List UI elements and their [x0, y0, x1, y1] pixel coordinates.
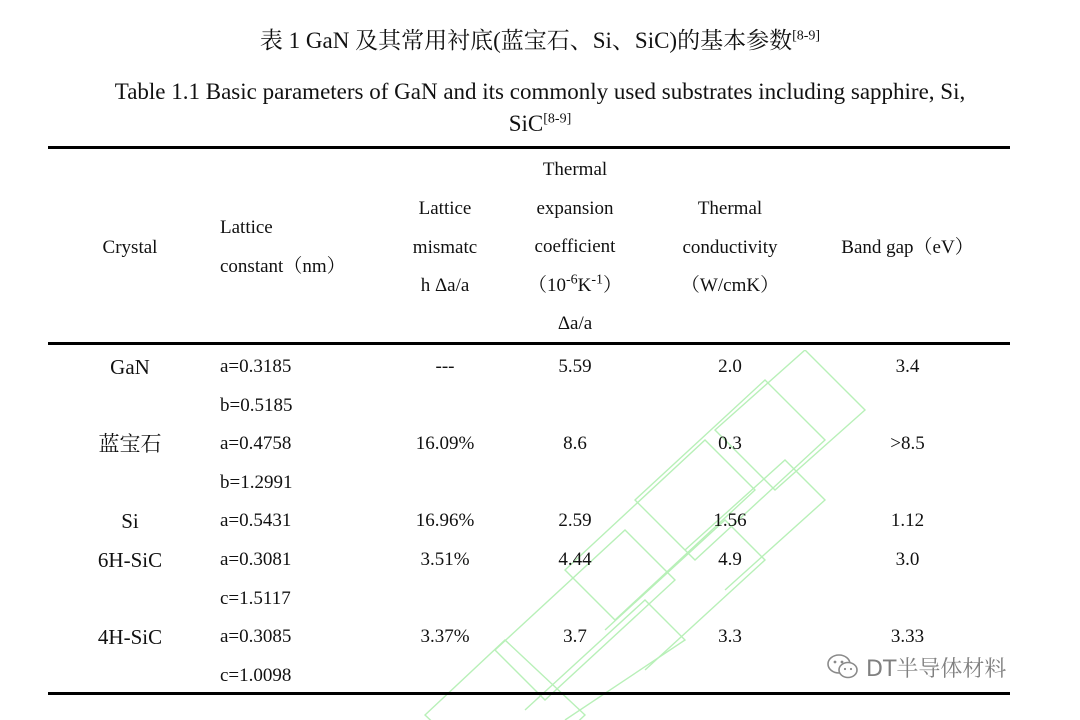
header-mismatch-line2: mismatc [412, 236, 478, 258]
caption-cn-text: 表 1 GaN 及其常用衬底(蓝宝石、Si、SiC)的基本参数 [259, 28, 793, 53]
crystal-name: Si [121, 509, 139, 534]
lattice-mismatch: 3.51% [420, 549, 470, 570]
header-expansion-line2: expansion [536, 197, 614, 219]
header-expansion-exp1: -6 [565, 272, 578, 288]
crystal-name: 蓝宝石 [98, 432, 162, 457]
caption-cn-ref: [8-9] [792, 28, 821, 44]
lattice-constant: c=1.0098 [220, 664, 292, 686]
lattice-constant: a=0.3085 [220, 626, 292, 648]
header-conductivity-line1: Thermal [697, 198, 763, 219]
thermal-conductivity: 4.9 [718, 549, 742, 570]
band-gap: >8.5 [890, 433, 925, 455]
header-expansion-unit-k: K [577, 274, 592, 296]
header-expansion-line4 [510, 267, 640, 306]
header-conductivity-line2: conductivity [682, 236, 778, 258]
lattice-mismatch: 16.96% [415, 510, 475, 532]
lattice-constant: a=0.4758 [220, 433, 292, 455]
table-caption-cn [0, 26, 1080, 56]
header-expansion-unit-a: （10 [527, 274, 566, 296]
header-expansion [510, 151, 640, 344]
lattice-mismatch: 3.37% [420, 626, 470, 648]
band-gap: 1.12 [890, 510, 925, 532]
thermal-expansion: 4.44 [558, 549, 592, 570]
caption-en-line2: SiC [508, 111, 544, 136]
lattice-constant: a=0.3081 [220, 549, 292, 570]
table-bottom-rule [48, 692, 1010, 695]
logo-text: DT半导体材料 [866, 656, 1007, 682]
header-expansion-line3: coefficient [534, 236, 616, 258]
lattice-constant: c=1.5117 [220, 587, 291, 609]
crystal-name: 6H-SiC [97, 548, 163, 572]
caption-en-line1: Table 1.1 Basic parameters of GaN and its commonly used substrates including sapphire, Si, [114, 79, 966, 104]
thermal-conductivity: 3.3 [718, 626, 742, 648]
crystal-name: GaN [110, 355, 150, 379]
header-expansion-unit-close: ） [603, 274, 623, 296]
band-gap: 3.33 [890, 626, 925, 648]
header-band-gap: Band gap（eV） [841, 237, 974, 258]
caption-en-ref: [8-9] [543, 111, 572, 127]
publisher-logo [826, 652, 1006, 682]
wechat-icon [826, 653, 860, 681]
header-expansion-line5: Δa/a [557, 313, 593, 335]
header-mismatch-line1: Lattice [418, 198, 472, 219]
thermal-conductivity: 2.0 [718, 356, 742, 377]
lattice-mismatch: 16.09% [415, 433, 475, 455]
header-lattice-constant [220, 209, 380, 286]
header-conductivity-line3: （W/cmK） [680, 275, 780, 297]
lattice-constant: a=0.5431 [220, 510, 292, 532]
lattice-constant: a=0.3185 [220, 356, 292, 377]
header-expansion-exp2: -1 [591, 272, 604, 288]
header-lattice-line2: constant（nm） [220, 255, 346, 277]
table-caption-en [60, 76, 1020, 140]
thermal-expansion: 5.59 [558, 356, 592, 377]
thermal-expansion: 3.7 [563, 626, 587, 648]
band-gap: 3.0 [895, 549, 920, 570]
table-top-rule [48, 146, 1010, 149]
thermal-expansion: 8.6 [563, 433, 587, 455]
header-conductivity [650, 190, 810, 306]
lattice-mismatch: --- [435, 356, 455, 377]
header-mismatch [385, 190, 505, 306]
header-lattice-line1: Lattice [220, 217, 273, 238]
header-expansion-line1: Thermal [542, 159, 608, 180]
band-gap: 3.4 [895, 356, 920, 377]
lattice-constant: b=0.5185 [220, 394, 293, 416]
thermal-conductivity: 1.56 [713, 510, 747, 532]
header-mismatch-line3: h Δa/a [420, 275, 470, 297]
thermal-expansion: 2.59 [558, 510, 592, 532]
header-crystal: Crystal [102, 237, 158, 258]
thermal-conductivity: 0.3 [718, 433, 742, 455]
lattice-constant: b=1.2991 [220, 471, 293, 493]
crystal-name: 4H-SiC [97, 625, 163, 650]
